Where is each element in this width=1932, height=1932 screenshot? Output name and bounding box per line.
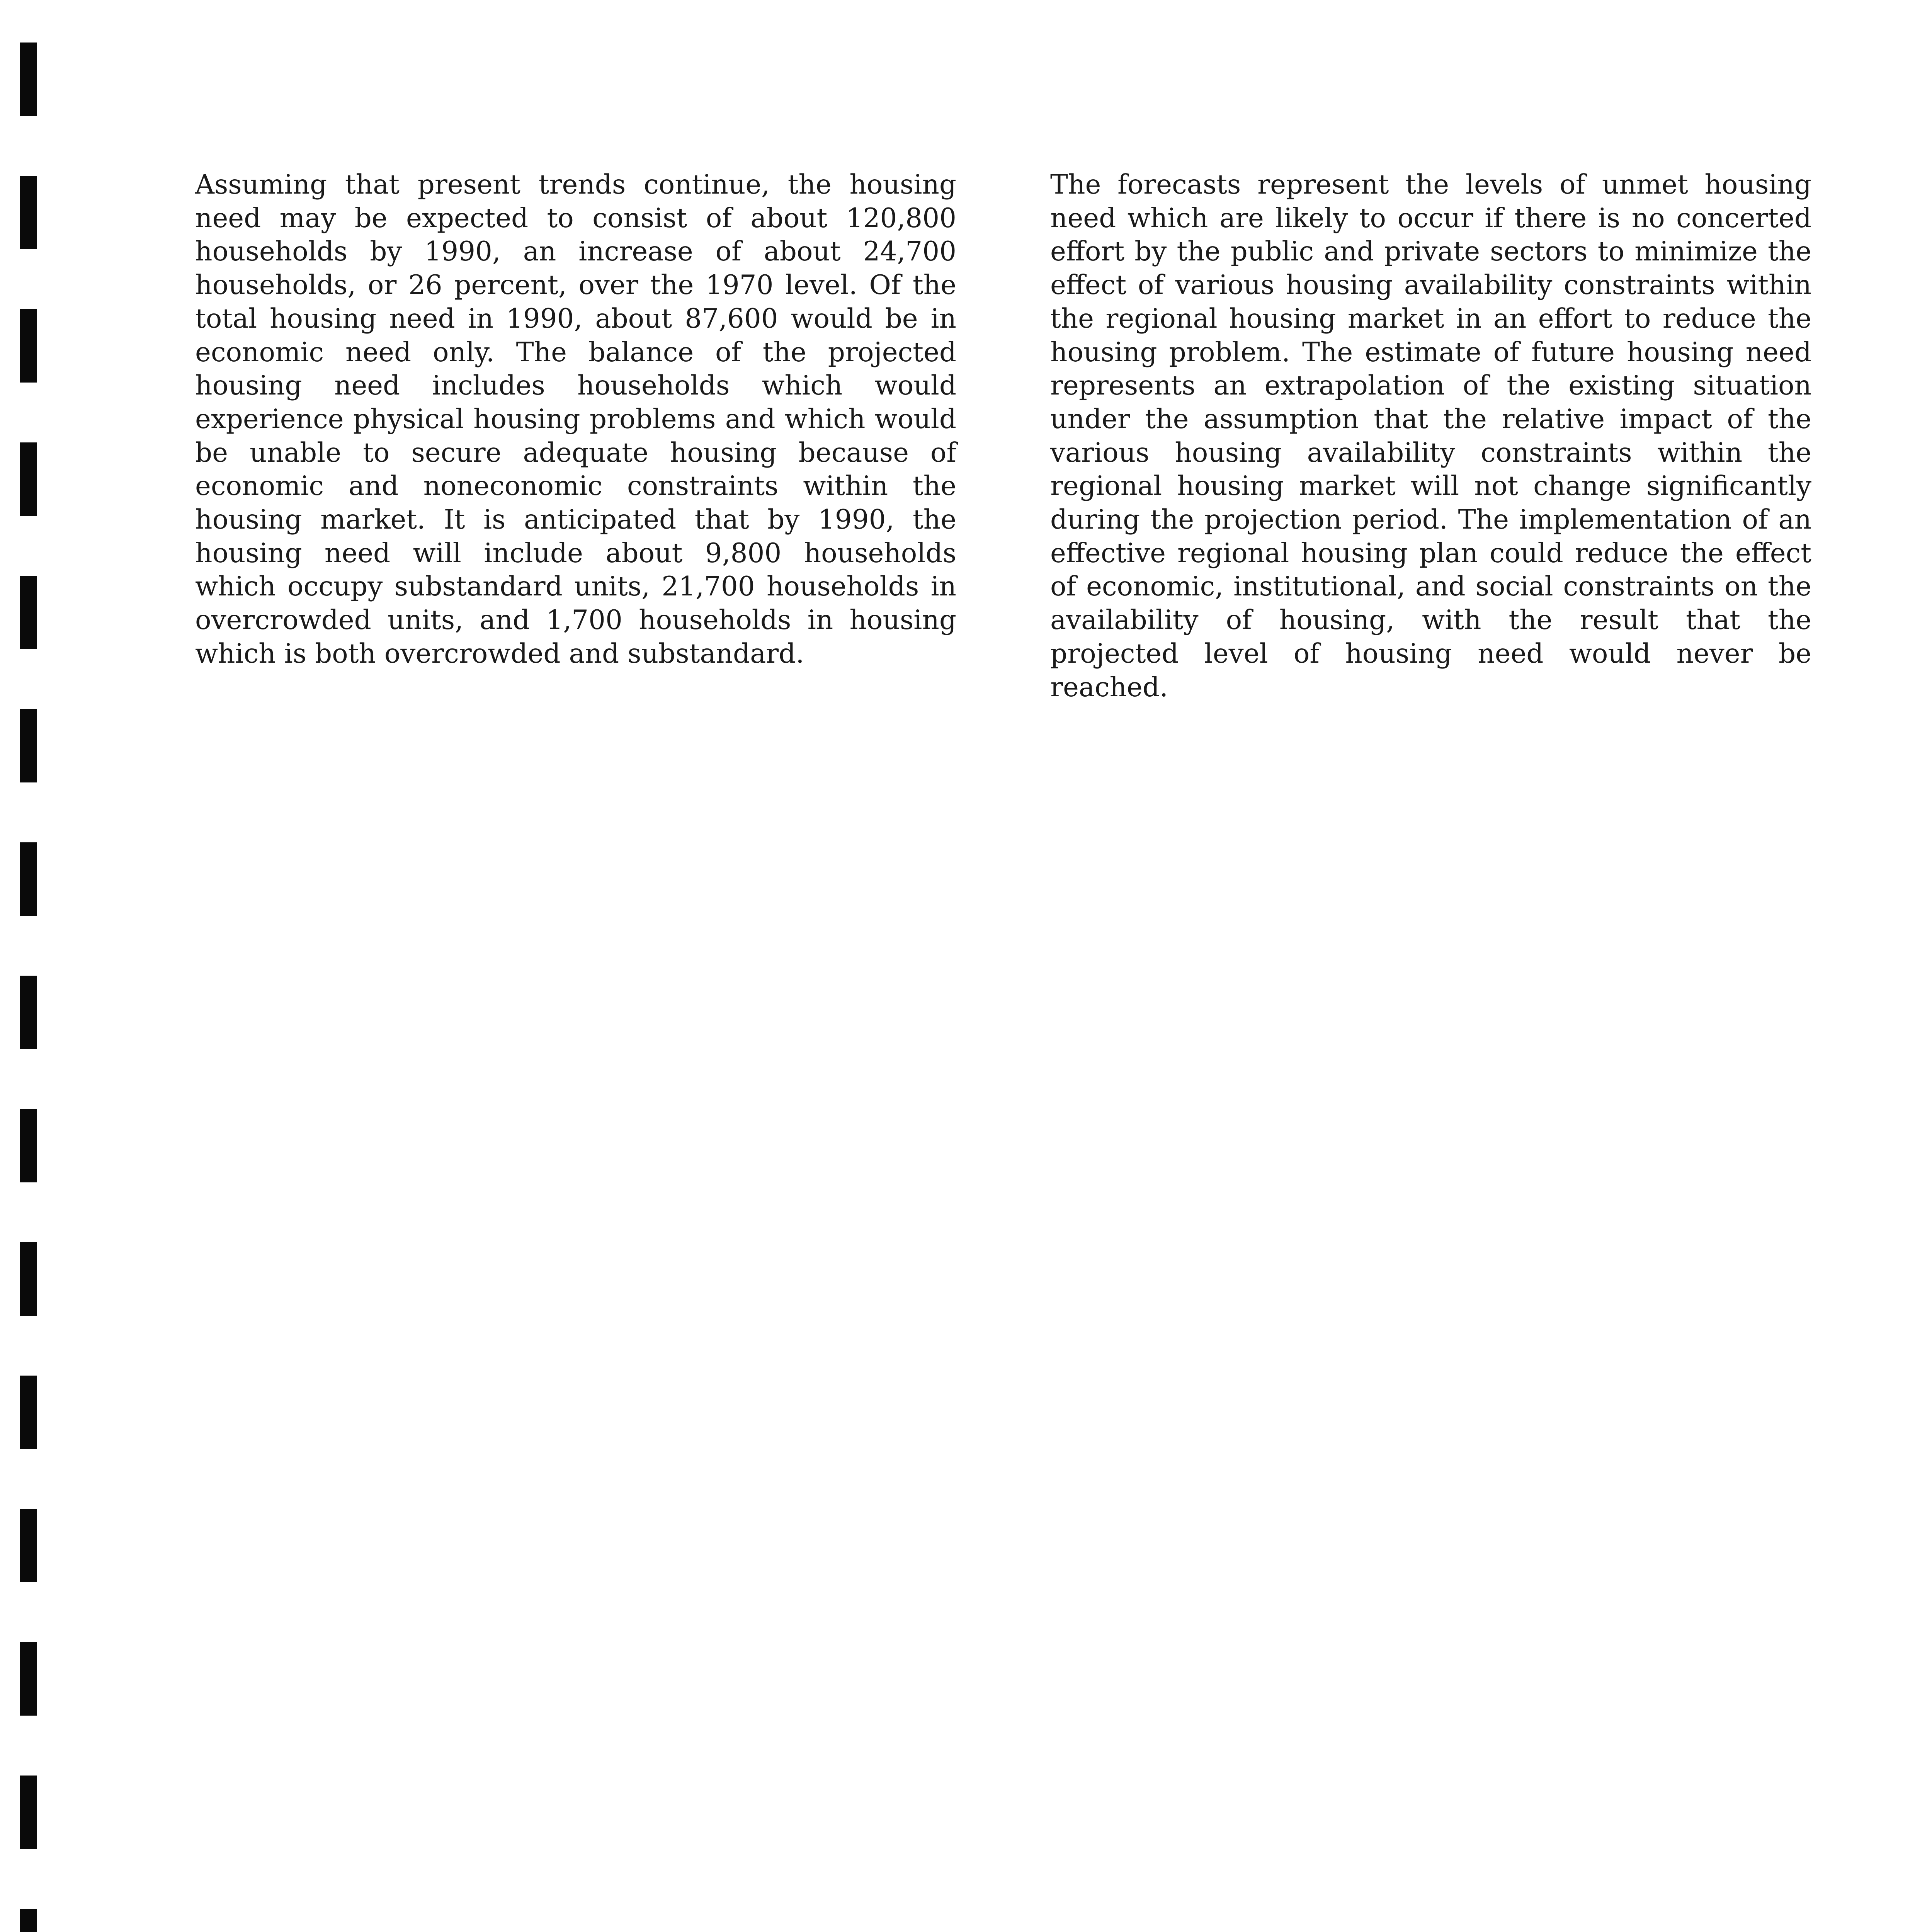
binding-mark	[20, 1376, 37, 1449]
binding-mark	[20, 842, 37, 916]
binding-mark	[20, 43, 37, 116]
binding-mark	[20, 576, 37, 649]
binding-mark	[20, 1509, 37, 1582]
binding-mark	[20, 709, 37, 782]
binding-strip	[20, 43, 39, 1932]
binding-mark	[20, 309, 37, 383]
binding-mark	[20, 1909, 37, 1932]
binding-mark	[20, 1776, 37, 1849]
left-column	[195, 168, 956, 671]
binding-mark	[20, 1642, 37, 1716]
binding-mark	[20, 176, 37, 249]
binding-mark	[20, 976, 37, 1049]
binding-mark	[20, 1109, 37, 1182]
binding-mark	[20, 442, 37, 516]
binding-mark	[20, 1242, 37, 1316]
left-paragraph: Assuming that present trends continue, the housing need may be expected to consist of about 120,800 households by 1990, an increase of about 24,700 households, or 26 percent, over the 1970 level. Of the total housing need in 1990, about 87,600 would be in economic need only. The balance of the projected housing need includes households which would experience physical housing problems and which would be unable to secure adequate housing because of economic and noneconomic constraints within the housing market. It is anticipated that by 1990, the housing need will include about 9,800 households which occupy substandard units, 21,700 households in overcrowded units, and 1,700 households in housing which is both overcrowded and substandard.	[195, 169, 956, 669]
right-paragraph: The forecasts represent the levels of unmet housing need which are likely to occur if there is no concerted effort by the public and private sectors to minimize the effect of various housing availability constraints within the regional housing market in an effort to reduce the housing problem. The estimate of future housing need represents an extrapolation of the existing situation under the assumption that the relative impact of the various housing availability constraints within the regional housing market will not change significantly during the projection period. The implementation of an effective regional housing plan could reduce the effect of economic, institutional, and social constraints on the availability of housing, with the result that the projected level of housing need would never be reached.	[1050, 169, 1811, 703]
right-column	[1050, 168, 1811, 704]
